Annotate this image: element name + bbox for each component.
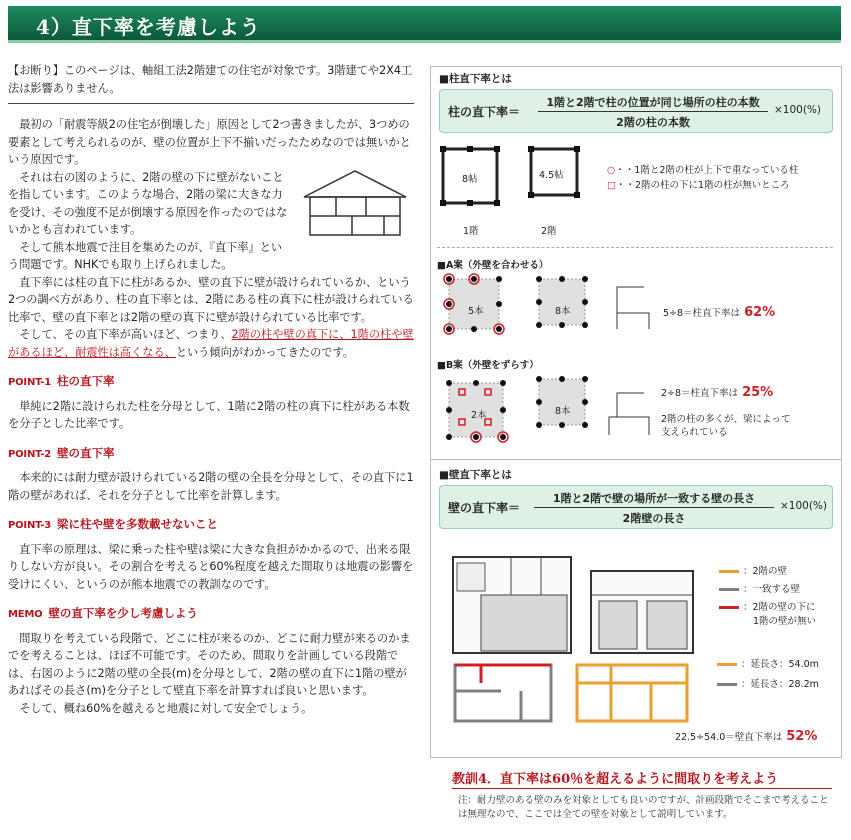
plan-a-count-1: 5本 (468, 306, 484, 317)
wall-formula-denominator: 2階壁の長さ (622, 512, 686, 525)
circle-icon: ○ (607, 165, 616, 176)
length-2f: ：延長さ：54.0m (717, 655, 819, 675)
page-title: 4）直下率を考慮しよう (36, 15, 261, 39)
point-3-heading: POINT-3 梁に柱や壁を多数載せないこと (8, 517, 218, 531)
point-2-heading: POINT-2 壁の直下率 (8, 445, 115, 460)
wall-formula-multiplier: ×100(%) (780, 500, 828, 512)
wall-formula-numerator: 1階と2階で壁の場所が一致する壁の長さ (552, 492, 756, 505)
pillar-formula-denominator: 2階の柱の本数 (616, 116, 690, 129)
legend-no-wall-below: ：2階の壁の下に (719, 599, 816, 617)
point-2-body: 本来的には耐力壁が設けられている2階の壁の全長を分母として、その直下に1階の壁があれば、それを分子として比率を計算します。 (8, 471, 414, 502)
floor-plans-drawing (451, 545, 697, 657)
wall-legend: ：2階の壁 ：一致する壁 ：2階の壁の下に 1階の壁が無い (719, 563, 816, 631)
fraction-bar (534, 507, 774, 508)
plan-a-rate: 62% (744, 305, 776, 320)
plan-b-result: 2÷8＝柱直下率は 25% (661, 385, 774, 400)
legend-no-support: □・・2階の柱の下に1階の柱が無いところ (607, 180, 790, 191)
legend-matching-wall: ：一致する壁 (719, 581, 816, 599)
plan-b-count-2: 8本 (555, 406, 571, 417)
plan-b-note: 2階の柱の多くが、梁によって 支えられている (661, 414, 791, 438)
footnote: 注：耐力壁のある壁のみを対象としても良いのですが、計画段階でそこまで考えることは無理なので、ここでは全ての壁を対象として説明しています。 (458, 795, 829, 820)
plan-a-heading: ■A案（外壁を合わせる） (437, 260, 549, 271)
point-1-body: 単純に2階に設けられた柱を分母として、1階に2階の柱の真下に柱がある本数を分子とした比率です。 (8, 399, 410, 430)
paragraph-1: 最初の「耐震等級2の住宅が倒壊した」原因として2つ書きましたが、3つめの要素として考えられるのが、壁の位置が上下不揃いだったためなのでは無いかという原因です。 (8, 118, 411, 166)
fraction-bar (538, 111, 768, 112)
title-banner (8, 6, 841, 43)
plan-b-count-1: 2本 (471, 410, 487, 421)
lesson-heading: 教訓4．直下率は60％を超えるように間取りを考えよう (452, 772, 779, 787)
paragraph-5: そして、その直下率が高いほど、つまり、2階の柱や壁の真下に、1階の柱や壁があるほど、耐震性は高くなる、という傾向がわかってきたのです。 (8, 328, 414, 359)
wall-formula-lhs: 壁の直下率＝ (448, 501, 521, 515)
wall-section-heading: ■壁直下率とは (439, 469, 512, 481)
pillar-formula (439, 89, 833, 133)
square-icon: □ (607, 180, 616, 191)
legend-overlap: ○・・1階と2階の柱が上下で重なっている柱 (607, 165, 799, 176)
length-matching: ：延長さ：28.2m (717, 675, 819, 695)
wall-formula (439, 485, 833, 529)
left-column (8, 62, 414, 717)
highlight-text: 2階の柱や壁の真下に、1階の柱や壁があるほど、耐震性は高くなる、 (8, 328, 414, 359)
pillar-formula-multiplier: ×100(%) (774, 104, 822, 116)
length-legend (717, 655, 819, 695)
legend-2f-wall: ：2階の壁 (719, 563, 816, 581)
right-figure-panel (430, 66, 842, 758)
room-label-8jo: 8帖 (462, 174, 478, 185)
notice-text: 【お断り】このページは、軸組工法2階建ての住宅が対象です。3階建てや2X4工法は影響ありません。 (8, 62, 414, 104)
closing-text: そして、概ね60%を越えると地震に対して安全でしょう。 (19, 701, 313, 715)
point-1-heading: POINT-1 柱の直下率 (8, 374, 115, 388)
paragraph-3: そして熊本地震で注目を集めたのが、『直下率』という問題です。NHKでも取り上げられました。 (8, 240, 283, 271)
memo-heading: MEMO 壁の直下率を少し考慮しよう (8, 606, 198, 620)
paragraph-4: 直下率には柱の直下に柱があるか、壁の直下に壁が設けられているか、という2つの調べ方があり、柱の直下率とは、2階にある柱の真下に柱が設けられている比率で、壁の直下率とは2階の壁の真下に壁が設けられている比率です。 (8, 275, 414, 324)
pillar-formula-numerator: 1階と2階で柱の位置が同じ場所の柱の本数 (546, 96, 760, 109)
lesson-underline (452, 788, 832, 789)
floor-1-label: 1階 (463, 226, 479, 237)
plan-b-heading: ■B案（外壁をずらす） (437, 360, 539, 371)
floor-2-label: 2階 (541, 226, 557, 237)
memo-body: 間取りを考えている段階で、どこに柱が来るのか、どこに耐力壁が来るのかまでを考えることは、ほぼ不可能です。そのため、間取りを計画している段階では、右図のように2階の壁の全長(m)を分母として、2階の壁の直下に1階の壁があればその長さ(m)を分子として壁直下率を計算すれば良いと思います。 (8, 631, 411, 697)
wall-overlay-plans (451, 661, 697, 725)
plan-a-result: 5÷8＝柱直下率は 62% (663, 305, 776, 320)
wall-result: 22.5÷54.0＝壁直下率は 52% (675, 729, 818, 744)
point-3-body: 直下率の原理は、梁に乗った柱や壁は梁に大きな負担がかかるので、出来る限りしない方が良い。その割合を考えると60%程度を越えた間取りは地震の影響を受けにくい、というのが熊本地震での教訓なのです。 (8, 542, 414, 591)
pillar-formula-lhs: 柱の直下率＝ (448, 105, 521, 119)
plan-b-rate: 25% (742, 385, 774, 400)
house-section-illustration (296, 169, 414, 239)
room-label-45jo: 4.5帖 (539, 170, 564, 181)
paragraph-2: それは右の図のように、2階の壁の下に壁がないことを指しています。このような場合、2階の梁に大きな力を受け、その強度不足が倒壊する原因を作ったのではないかとも言われています。 (8, 170, 288, 236)
plan-a-count-2: 8本 (555, 306, 571, 317)
pillar-legend (607, 163, 798, 193)
wall-rate: 52% (786, 729, 818, 744)
pillar-section-heading: ■柱直下率とは (439, 73, 512, 85)
